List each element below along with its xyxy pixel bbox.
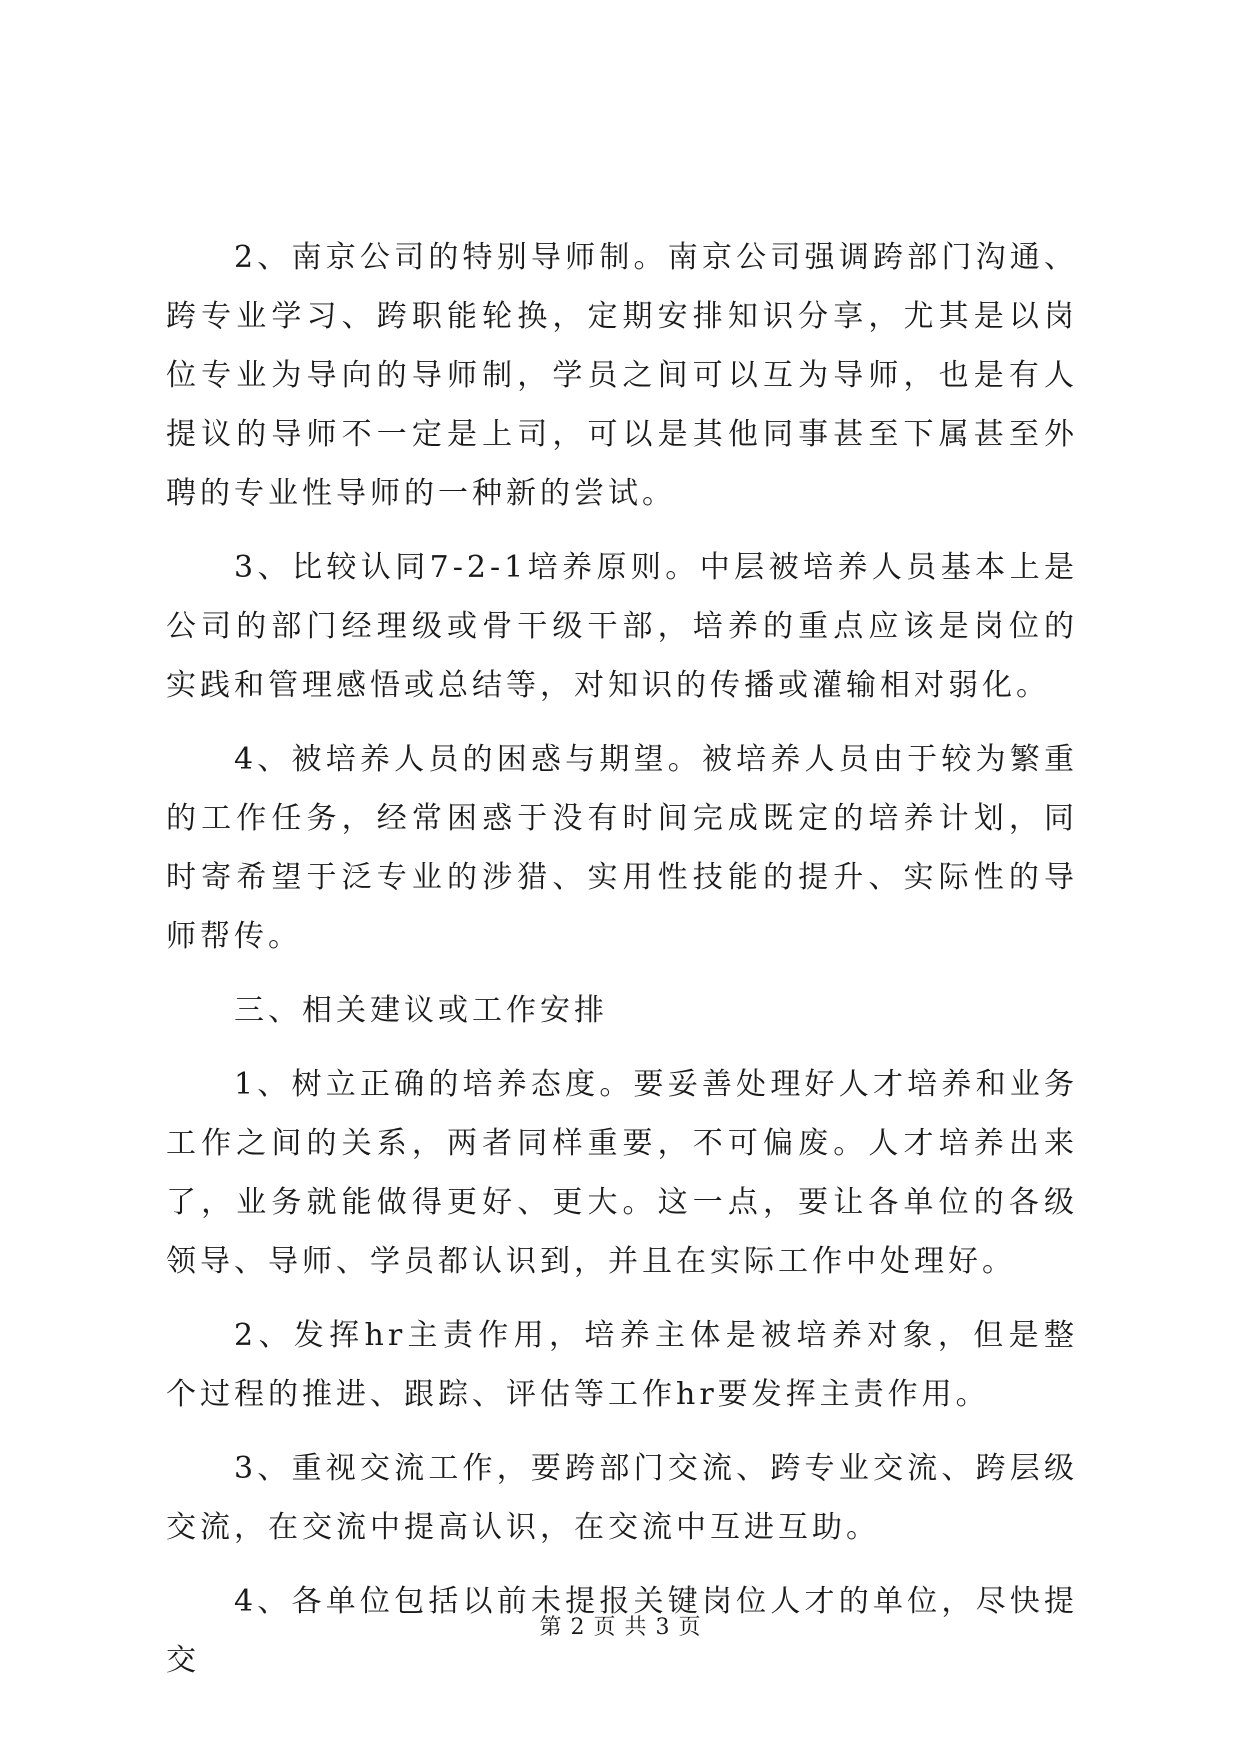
paragraph-submission: 4、各单位包括以前未提报关键岗位人才的单位，尽快提交	[166, 1584, 1078, 1678]
paragraph-training-attitude: 1、树立正确的培养态度。要妥善处理好人才培养和业务工作之间的关系，两者同样重要，不可偏废。人才培养出来了，业务就能做得更好、更大。这一点，要让各单位的各级领导、导师、学员都认识到，并且在实际工作中处理好。	[166, 1067, 1078, 1279]
paragraph-721-principle: 3、比较认同7-2-1培养原则。中层被培养人员基本上是公司的部门经理级或骨干级干部，培养的重点应该是岗位的实践和管理感悟或总结等，对知识的传播或灌输相对弱化。	[166, 550, 1078, 703]
paragraph-communication: 3、重视交流工作，要跨部门交流、跨专业交流、跨层级交流，在交流中提高认识，在交流中互进互助。	[166, 1451, 1078, 1545]
paragraph-hr-role: 2、发挥hr主责作用，培养主体是被培养对象，但是整个过程的推进、跟踪、评估等工作hr要发挥主责作用。	[166, 1318, 1078, 1412]
document-body	[166, 228, 1078, 1705]
page-footer: 第 2 页 共 3 页	[539, 1615, 702, 1640]
paragraph-trainee-concerns: 4、被培养人员的困惑与期望。被培养人员由于较为繁重的工作任务，经常困惑于没有时间完成既定的培养计划，同时寄希望于泛专业的涉猎、实用性技能的提升、实际性的导师帮传。	[166, 742, 1078, 954]
paragraph-nanjing-mentor: 2、南京公司的特别导师制。南京公司强调跨部门沟通、跨专业学习、跨职能轮换，定期安排知识分享，尤其是以岗位专业为导向的导师制，学员之间可以互为导师，也是有人提议的导师不一定是上司，可以是其他同事甚至下属甚至外聘的专业性导师的一种新的尝试。	[166, 240, 1078, 511]
section-heading: 三、相关建议或工作安排	[234, 993, 608, 1028]
